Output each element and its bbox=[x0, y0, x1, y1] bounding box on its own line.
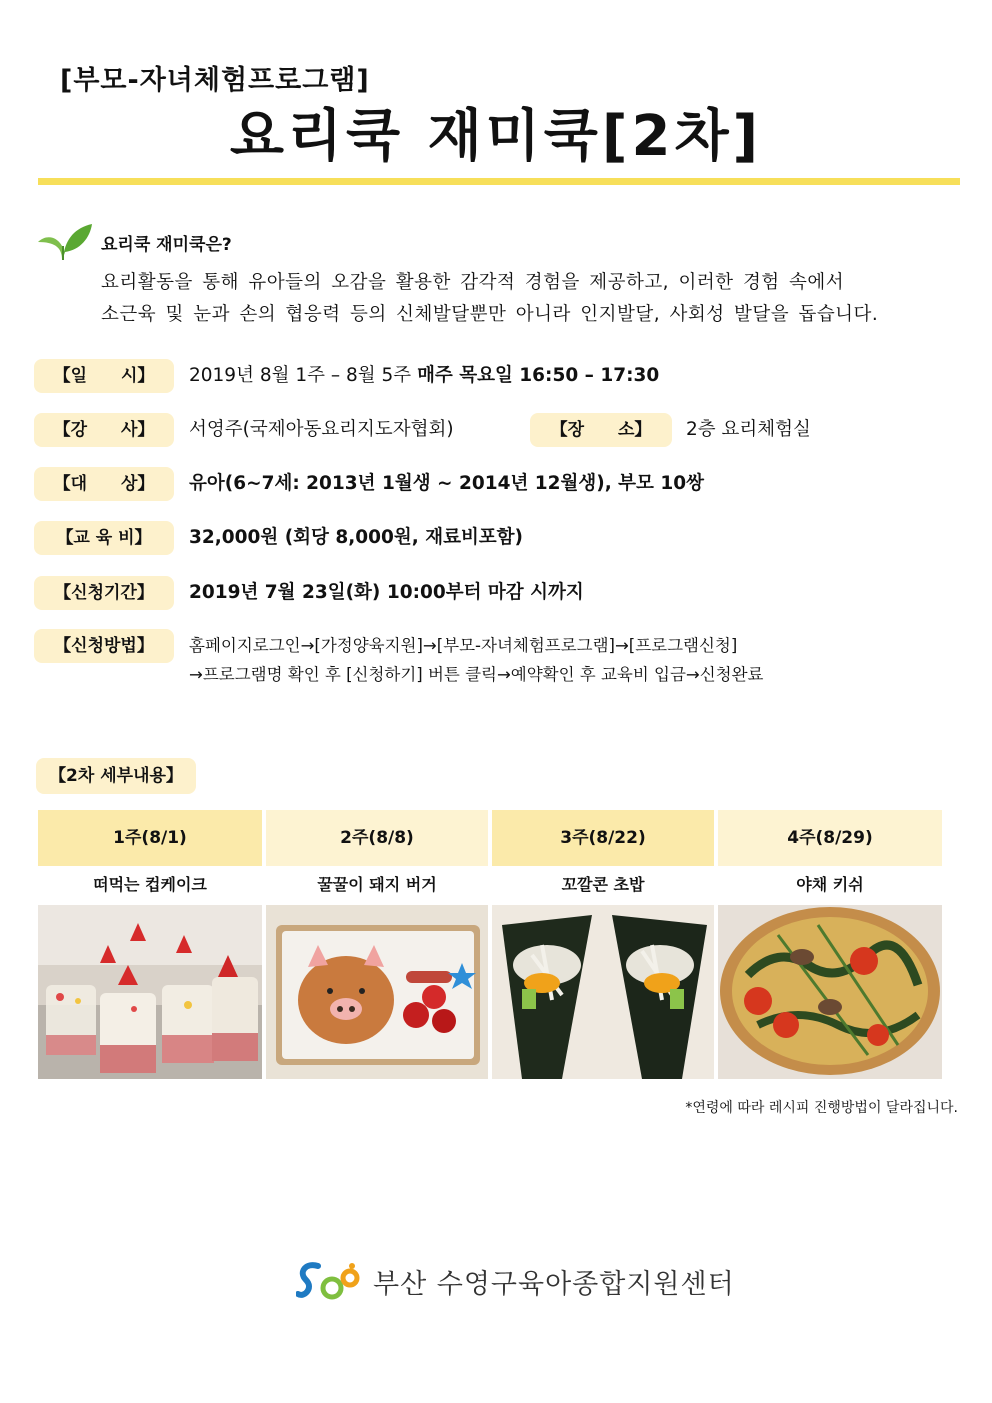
period-label: 【신청기간】 bbox=[34, 576, 174, 610]
intro-text-line-1: 요리활동을 통해 유아들의 오감을 활용한 감각적 경험을 제공하고, 이러한 경험 속에서 bbox=[101, 272, 845, 293]
program-subtitle: [부모-자녀체험프로그램] bbox=[60, 65, 370, 96]
cone-sushi-photo bbox=[492, 905, 714, 1079]
vegetable-quiche-photo bbox=[718, 905, 942, 1079]
target-label: 【대 상】 bbox=[34, 467, 174, 501]
intro-text-line-2: 소근육 및 눈과 손의 협응력 등의 신체발달뿐만 아니라 인지발달, 사회성 발달을 돕습니다. bbox=[101, 304, 879, 325]
date-value-bold: 매주 목요일 16:50 – 17:30 bbox=[417, 365, 660, 386]
period-value: 2019년 7월 23일(화) 10:00부터 마감 시까지 bbox=[189, 582, 584, 603]
week-1-header: 1주(8/1) bbox=[38, 810, 262, 866]
leaf-icon bbox=[32, 220, 94, 262]
date-value bbox=[189, 359, 659, 393]
week-2-header: 2주(8/8) bbox=[266, 810, 488, 866]
week-2-menu: 꿀꿀이 돼지 버거 bbox=[317, 875, 437, 894]
target-value: 유아(6~7세: 2013년 1월생 ~ 2014년 12월생), 부모 10쌍 bbox=[189, 473, 704, 494]
cupcake-photo bbox=[38, 905, 262, 1079]
date-value-plain: 2019년 8월 1주 – 8월 5주 bbox=[189, 365, 418, 386]
place-label: 【장 소】 bbox=[530, 413, 672, 447]
week-4-menu: 야채 키쉬 bbox=[796, 875, 864, 894]
schedule-label: 【2차 세부내용】 bbox=[36, 758, 196, 794]
fee-value: 32,000원 (회당 8,000원, 재료비포함) bbox=[189, 527, 524, 548]
pig-burger-photo bbox=[266, 905, 488, 1079]
method-label: 【신청방법】 bbox=[34, 629, 174, 663]
fee-label: 【교 육 비】 bbox=[34, 521, 174, 555]
teacher-label: 【강 사】 bbox=[34, 413, 174, 447]
week-3-menu: 꼬깔콘 초밥 bbox=[561, 875, 645, 894]
place-value: 2층 요리체험실 bbox=[686, 419, 811, 440]
organization-name: 부산 수영구육아종합지원센터 bbox=[373, 1269, 735, 1300]
schedule-note: *연령에 따라 레시피 진행방법이 달라집니다. bbox=[685, 1100, 958, 1116]
week-1-menu: 떠먹는 컵케이크 bbox=[93, 875, 207, 894]
teacher-value: 서영주(국제아동요리지도자협회) bbox=[189, 419, 454, 440]
intro-heading: 요리쿡 재미쿡은? bbox=[101, 235, 232, 255]
week-3-header: 3주(8/22) bbox=[492, 810, 714, 866]
method-line-2: →프로그램명 확인 후 [신청하기] 버튼 클릭→예약확인 후 교육비 입금→신청완료 bbox=[189, 665, 764, 684]
date-label: 【일 시】 bbox=[34, 359, 174, 393]
week-4-header: 4주(8/29) bbox=[718, 810, 942, 866]
title-divider bbox=[38, 178, 960, 185]
page-title: 요리쿡 재미쿡[2차] bbox=[229, 104, 763, 169]
center-logo-icon bbox=[296, 1260, 364, 1304]
method-line-1: 홈페이지로그인→[가정양육지원]→[부모-자녀체험프로그램]→[프로그램신청] bbox=[189, 636, 738, 655]
